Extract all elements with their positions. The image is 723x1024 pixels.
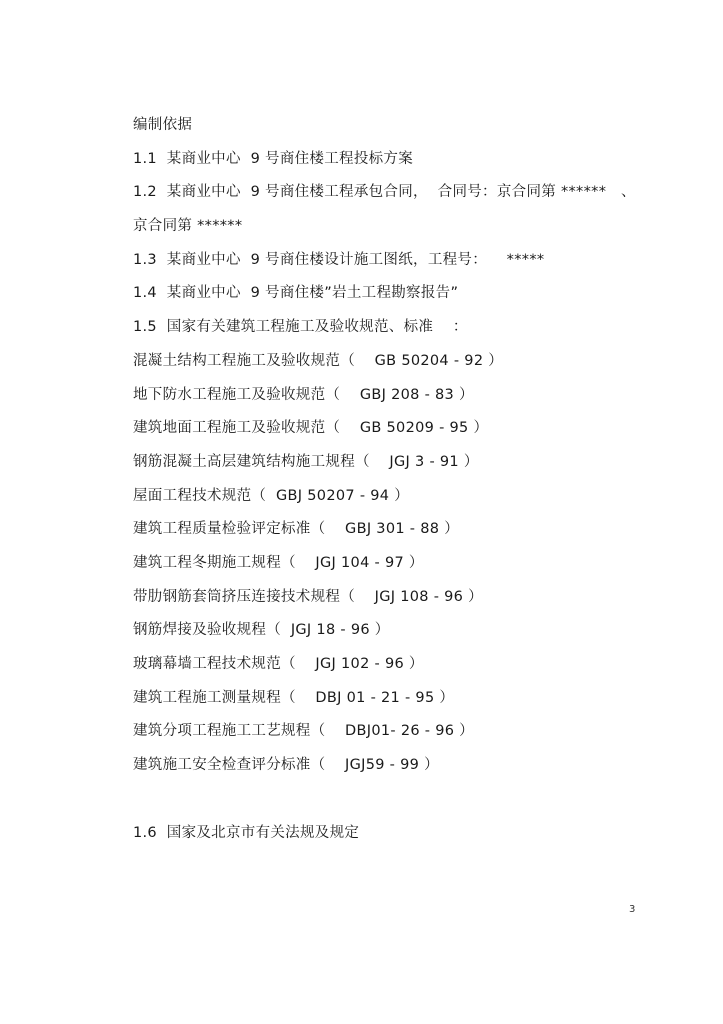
- standard-item: 混凝土结构工程施工及验收规范（ GB 50204 - 92 ）: [133, 352, 504, 369]
- standard-item: 钢筋焊接及验收规程（ JGJ 18 - 96 ）: [133, 622, 390, 639]
- item-1-2-continued: 京合同第 ******: [133, 218, 243, 235]
- standard-item: 建筑工程冬期施工规程（ JGJ 104 - 97 ）: [133, 554, 424, 571]
- standard-item: 玻璃幕墙工程技术规范（ JGJ 102 - 96 ）: [133, 656, 424, 672]
- standard-item: 建筑地面工程施工及验收规范（ GB 50209 - 95 ）: [133, 420, 489, 437]
- page-number: 3: [629, 904, 636, 915]
- item-1-1: 1.1 某商业中心 9 号商住楼工程投标方案: [133, 150, 414, 167]
- paragraph-gap: [133, 788, 693, 822]
- standard-item: 建筑施工安全检查评分标准（ JGJ59 - 99 ）: [133, 757, 439, 774]
- item-1-2: 1.2 某商业中心 9 号商住楼工程承包合同， 合同号：京合同第 ****** 、: [133, 184, 636, 201]
- standard-item: 建筑工程质量检验评定标准（ GBJ 301 - 88 ）: [133, 521, 459, 538]
- standard-item: 屋面工程技术规范（ GBJ 50207 - 94 ）: [133, 487, 410, 504]
- standard-item: 建筑工程施工测量规程（ DBJ 01 - 21 - 95 ）: [133, 689, 455, 706]
- item-1-5: 1.5 国家有关建筑工程施工及验收规范、标准 ：: [133, 319, 468, 336]
- item-1-6: 1.6 国家及北京市有关法规及规定: [133, 824, 360, 841]
- item-1-3: 1.3 某商业中心 9 号商住楼设计施工图纸，工程号： *****: [133, 251, 545, 268]
- section-heading: 编制依据: [133, 117, 193, 133]
- standard-item: 建筑分项工程施工工艺规程（ DBJ01- 26 - 96 ）: [133, 723, 474, 740]
- item-1-4: 1.4 某商业中心 9 号商住楼”岩土工程勘察报告”: [133, 285, 459, 302]
- standard-item: 带肋钢筋套筒挤压连接技术规程（ JGJ 108 - 96 ）: [133, 588, 483, 605]
- standard-item: 钢筋混凝土高层建筑结构施工规程（ JGJ 3 - 91 ）: [133, 453, 479, 470]
- standard-item: 地下防水工程施工及验收规范（ GBJ 208 - 83 ）: [133, 386, 474, 403]
- document-body: [133, 114, 693, 855]
